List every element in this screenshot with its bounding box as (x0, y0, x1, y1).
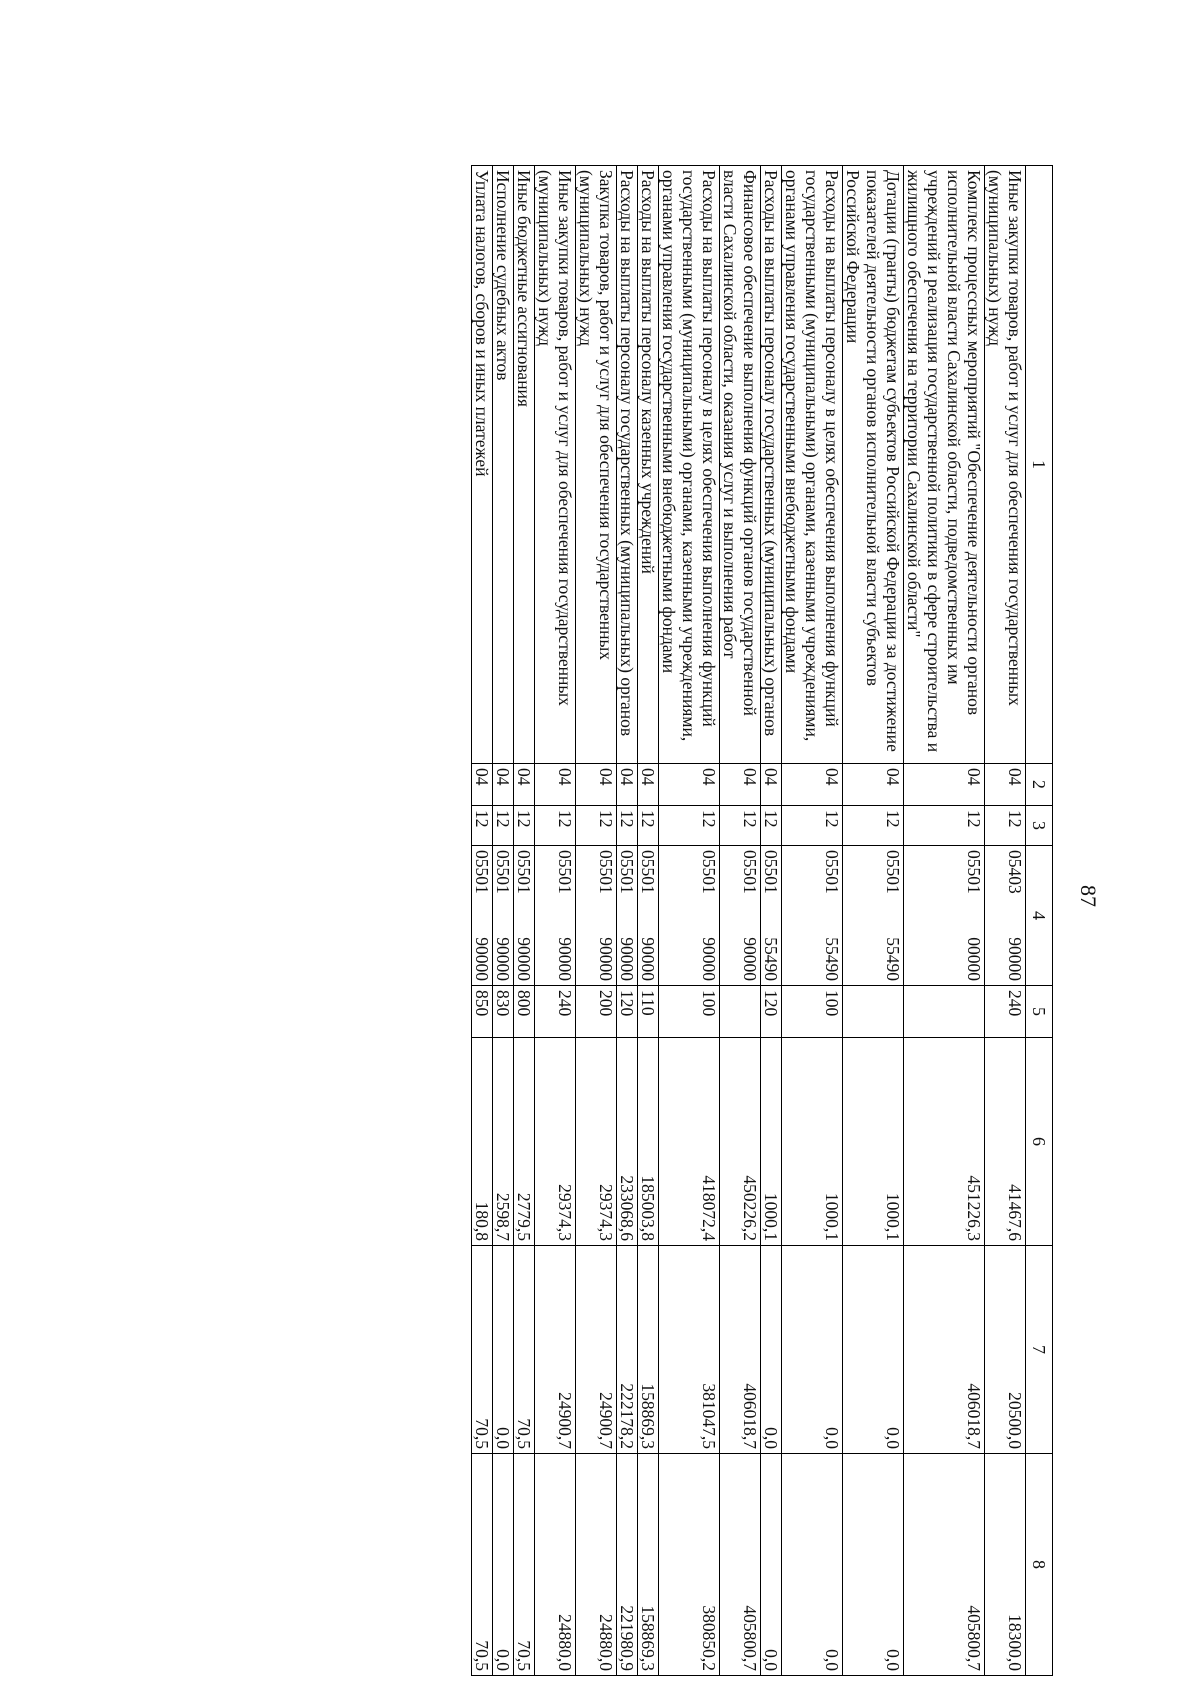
section-code: 04 (638, 764, 659, 806)
amount-col6: 1000,1 (843, 1038, 904, 1246)
amount-col8: 405800,7 (904, 1454, 985, 1676)
row-name: Расходы на выплаты персоналу казенных учреждений (638, 166, 659, 764)
target-article-program: 05501 (883, 850, 903, 894)
target-article-parts (617, 850, 637, 981)
expense-type-code: 100 (659, 986, 720, 1038)
target-article-program: 05501 (964, 850, 984, 894)
target-article-parts (638, 850, 658, 981)
amount-col7: 406018,7 (904, 1246, 985, 1454)
target-article-direction: 55490 (822, 937, 842, 981)
amount-col8: 0,0 (843, 1454, 904, 1676)
amount-col7: 0,0 (782, 1246, 843, 1454)
table-row (782, 166, 843, 1676)
row-name: Комплекс процессных мероприятий "Обеспечение деятельности органов исполнительной власти Сахалинской области, подведомственных им учреждений и реализация государственной политики в сфере строительства и жилищного обеспечения на территории Сахалинской области" (904, 166, 985, 764)
amount-col7: 381047,5 (659, 1246, 720, 1454)
amount-col8: 70,5 (472, 1454, 493, 1676)
table-row (904, 166, 985, 1676)
target-article-direction: 90000 (617, 937, 637, 981)
target-article-direction: 90000 (514, 937, 534, 981)
section-code: 04 (720, 764, 761, 806)
table-row (617, 166, 638, 1676)
target-article-parts (964, 850, 984, 981)
target-article-code (493, 846, 514, 986)
target-article-code (472, 846, 493, 986)
target-article-program: 05501 (761, 850, 781, 894)
amount-col7: 0,0 (493, 1246, 514, 1454)
amount-col8: 405800,7 (720, 1454, 761, 1676)
amount-col6: 233068,6 (617, 1038, 638, 1246)
amount-col6: 185003,8 (638, 1038, 659, 1246)
amount-col8: 0,0 (493, 1454, 514, 1676)
amount-col8: 158869,3 (638, 1454, 659, 1676)
row-name: Расходы на выплаты персоналу государственных (муниципальных) органов (617, 166, 638, 764)
amount-col8: 70,5 (514, 1454, 535, 1676)
target-article-parts (761, 850, 781, 981)
amount-col6: 450226,2 (720, 1038, 761, 1246)
target-article-direction: 90000 (740, 937, 760, 981)
subsection-code: 12 (472, 806, 493, 846)
expense-type-code (843, 986, 904, 1038)
amount-col8: 0,0 (761, 1454, 782, 1676)
subsection-code: 12 (493, 806, 514, 846)
amount-col6: 180,8 (472, 1038, 493, 1246)
table-row (576, 166, 617, 1676)
target-article-program: 05501 (638, 850, 658, 894)
target-article-program: 05501 (596, 850, 616, 894)
target-article-parts (740, 850, 760, 981)
section-code: 04 (472, 764, 493, 806)
target-article-direction: 90000 (638, 937, 658, 981)
amount-col8: 18300,0 (985, 1454, 1026, 1676)
amount-col6: 1000,1 (782, 1038, 843, 1246)
row-name: Финансовое обеспечение выполнения функций органов государственной власти Сахалинской области, оказания услуг и выполнения работ (720, 166, 761, 764)
expense-type-code: 830 (493, 986, 514, 1038)
section-code: 04 (904, 764, 985, 806)
target-article-direction: 90000 (472, 937, 492, 981)
amount-col7: 24900,7 (576, 1246, 617, 1454)
section-code: 04 (782, 764, 843, 806)
target-article-program: 05501 (617, 850, 637, 894)
amount-col7: 406018,7 (720, 1246, 761, 1454)
expense-type-code: 100 (782, 986, 843, 1038)
subsection-code: 12 (904, 806, 985, 846)
page-number: 87 (1076, 885, 1101, 907)
amount-col7: 222178,2 (617, 1246, 638, 1454)
row-name: Расходы на выплаты персоналу государственных (муниципальных) органов (761, 166, 782, 764)
section-code: 04 (493, 764, 514, 806)
amount-col8: 24880,0 (576, 1454, 617, 1676)
subsection-code: 12 (514, 806, 535, 846)
subsection-code: 12 (843, 806, 904, 846)
section-code: 04 (843, 764, 904, 806)
target-article-program: 05501 (699, 850, 719, 894)
subsection-code: 12 (782, 806, 843, 846)
subsection-code: 12 (617, 806, 638, 846)
row-name: Дотации (гранты) бюджетам субъектов Российской Федерации за достижение показателей деятельности органов исполнительной власти субъектов Российской Федерации (843, 166, 904, 764)
target-article-code (514, 846, 535, 986)
subsection-code: 12 (576, 806, 617, 846)
expense-type-code: 850 (472, 986, 493, 1038)
expense-type-code: 120 (617, 986, 638, 1038)
amount-col6: 451226,3 (904, 1038, 985, 1246)
expense-type-code: 110 (638, 986, 659, 1038)
section-code: 04 (514, 764, 535, 806)
target-article-parts (699, 850, 719, 981)
expense-type-code: 120 (761, 986, 782, 1038)
amount-col7: 70,5 (472, 1246, 493, 1454)
target-article-code (985, 846, 1026, 986)
table-row (659, 166, 720, 1676)
table-row (472, 166, 493, 1676)
expense-type-code: 200 (576, 986, 617, 1038)
amount-col7: 0,0 (843, 1246, 904, 1454)
target-article-program: 05501 (555, 850, 575, 894)
table-row (638, 166, 659, 1676)
table-row (514, 166, 535, 1676)
subsection-code: 12 (659, 806, 720, 846)
target-article-program: 05501 (472, 850, 492, 894)
section-code: 04 (576, 764, 617, 806)
section-code: 04 (535, 764, 576, 806)
subsection-code: 12 (985, 806, 1026, 846)
amount-col8: 24880,0 (535, 1454, 576, 1676)
expense-type-code: 240 (985, 986, 1026, 1038)
amount-col6: 418072,4 (659, 1038, 720, 1246)
target-article-program: 05501 (822, 850, 842, 894)
column-header: 1 (1026, 166, 1053, 764)
expense-type-code: 240 (535, 986, 576, 1038)
target-article-code (843, 846, 904, 986)
column-header: 8 (1026, 1454, 1053, 1676)
amount-col7: 24900,7 (535, 1246, 576, 1454)
target-article-direction: 55490 (761, 937, 781, 981)
target-article-direction: 90000 (596, 937, 616, 981)
target-article-direction: 55490 (883, 937, 903, 981)
target-article-code (904, 846, 985, 986)
expense-type-code (904, 986, 985, 1038)
amount-col6: 29374,3 (576, 1038, 617, 1246)
target-article-direction: 00000 (964, 937, 984, 981)
row-name: Исполнение судебных актов (493, 166, 514, 764)
table-header-row (1026, 166, 1053, 1676)
amount-col6: 41467,6 (985, 1038, 1026, 1246)
target-article-code (782, 846, 843, 986)
row-name: Расходы на выплаты персоналу в целях обеспечения выполнения функций государственными (муниципальными) органами, казенными учреждениями, органами управления государственными внебюджетными фондами (659, 166, 720, 764)
row-name: Уплата налогов, сборов и иных платежей (472, 166, 493, 764)
target-article-code (761, 846, 782, 986)
rotated-page-content (83, 165, 1053, 1675)
row-name: Иные закупки товаров, работ и услуг для обеспечения государственных (муниципальных) нужд (985, 166, 1026, 764)
target-article-parts (1005, 850, 1025, 981)
section-code: 04 (761, 764, 782, 806)
subsection-code: 12 (638, 806, 659, 846)
target-article-parts (472, 850, 492, 981)
subsection-code: 12 (761, 806, 782, 846)
column-header: 4 (1026, 846, 1053, 986)
amount-col6: 2779,5 (514, 1038, 535, 1246)
column-header: 7 (1026, 1246, 1053, 1454)
section-code: 04 (659, 764, 720, 806)
target-article-program: 05501 (493, 850, 513, 894)
expense-type-code (720, 986, 761, 1038)
target-article-code (638, 846, 659, 986)
target-article-parts (596, 850, 616, 981)
section-code: 04 (617, 764, 638, 806)
amount-col7: 0,0 (761, 1246, 782, 1454)
target-article-code (617, 846, 638, 986)
target-article-direction: 90000 (493, 937, 513, 981)
amount-col7: 158869,3 (638, 1246, 659, 1454)
row-name: Иные закупки товаров, работ и услуг для обеспечения государственных (муниципальных) нужд (535, 166, 576, 764)
target-article-code (535, 846, 576, 986)
expense-type-code: 800 (514, 986, 535, 1038)
amount-col8: 380850,2 (659, 1454, 720, 1676)
row-name: Закупка товаров, работ и услуг для обеспечения государственных (муниципальных) нужд (576, 166, 617, 764)
amount-col6: 29374,3 (535, 1038, 576, 1246)
column-header: 3 (1026, 806, 1053, 846)
table-row (761, 166, 782, 1676)
column-header: 5 (1026, 986, 1053, 1038)
amount-col8: 221980,9 (617, 1454, 638, 1676)
target-article-direction: 90000 (1005, 937, 1025, 981)
budget-table (471, 165, 1053, 1676)
column-header: 6 (1026, 1038, 1053, 1246)
target-article-code (576, 846, 617, 986)
row-name: Иные бюджетные ассигнования (514, 166, 535, 764)
row-name: Расходы на выплаты персоналу в целях обеспечения выполнения функций государственными (муниципальными) органами, казенными учреждениями, органами управления государственными внебюджетными фондами (782, 166, 843, 764)
table-row (720, 166, 761, 1676)
amount-col6: 1000,1 (761, 1038, 782, 1246)
target-article-parts (493, 850, 513, 981)
column-header: 2 (1026, 764, 1053, 806)
target-article-direction: 90000 (555, 937, 575, 981)
target-article-program: 05501 (514, 850, 534, 894)
target-article-program: 05501 (740, 850, 760, 894)
table-row (985, 166, 1026, 1676)
target-article-program: 05403 (1005, 850, 1025, 894)
target-article-parts (883, 850, 903, 981)
amount-col8: 0,0 (782, 1454, 843, 1676)
subsection-code: 12 (535, 806, 576, 846)
subsection-code: 12 (720, 806, 761, 846)
target-article-parts (514, 850, 534, 981)
section-code: 04 (985, 764, 1026, 806)
amount-col7: 70,5 (514, 1246, 535, 1454)
target-article-code (659, 846, 720, 986)
amount-col7: 20500,0 (985, 1246, 1026, 1454)
target-article-code (720, 846, 761, 986)
target-article-parts (555, 850, 575, 981)
table-row (493, 166, 514, 1676)
target-article-direction: 90000 (699, 937, 719, 981)
table-row (535, 166, 576, 1676)
amount-col6: 2598,7 (493, 1038, 514, 1246)
table-row (843, 166, 904, 1676)
target-article-parts (822, 850, 842, 981)
